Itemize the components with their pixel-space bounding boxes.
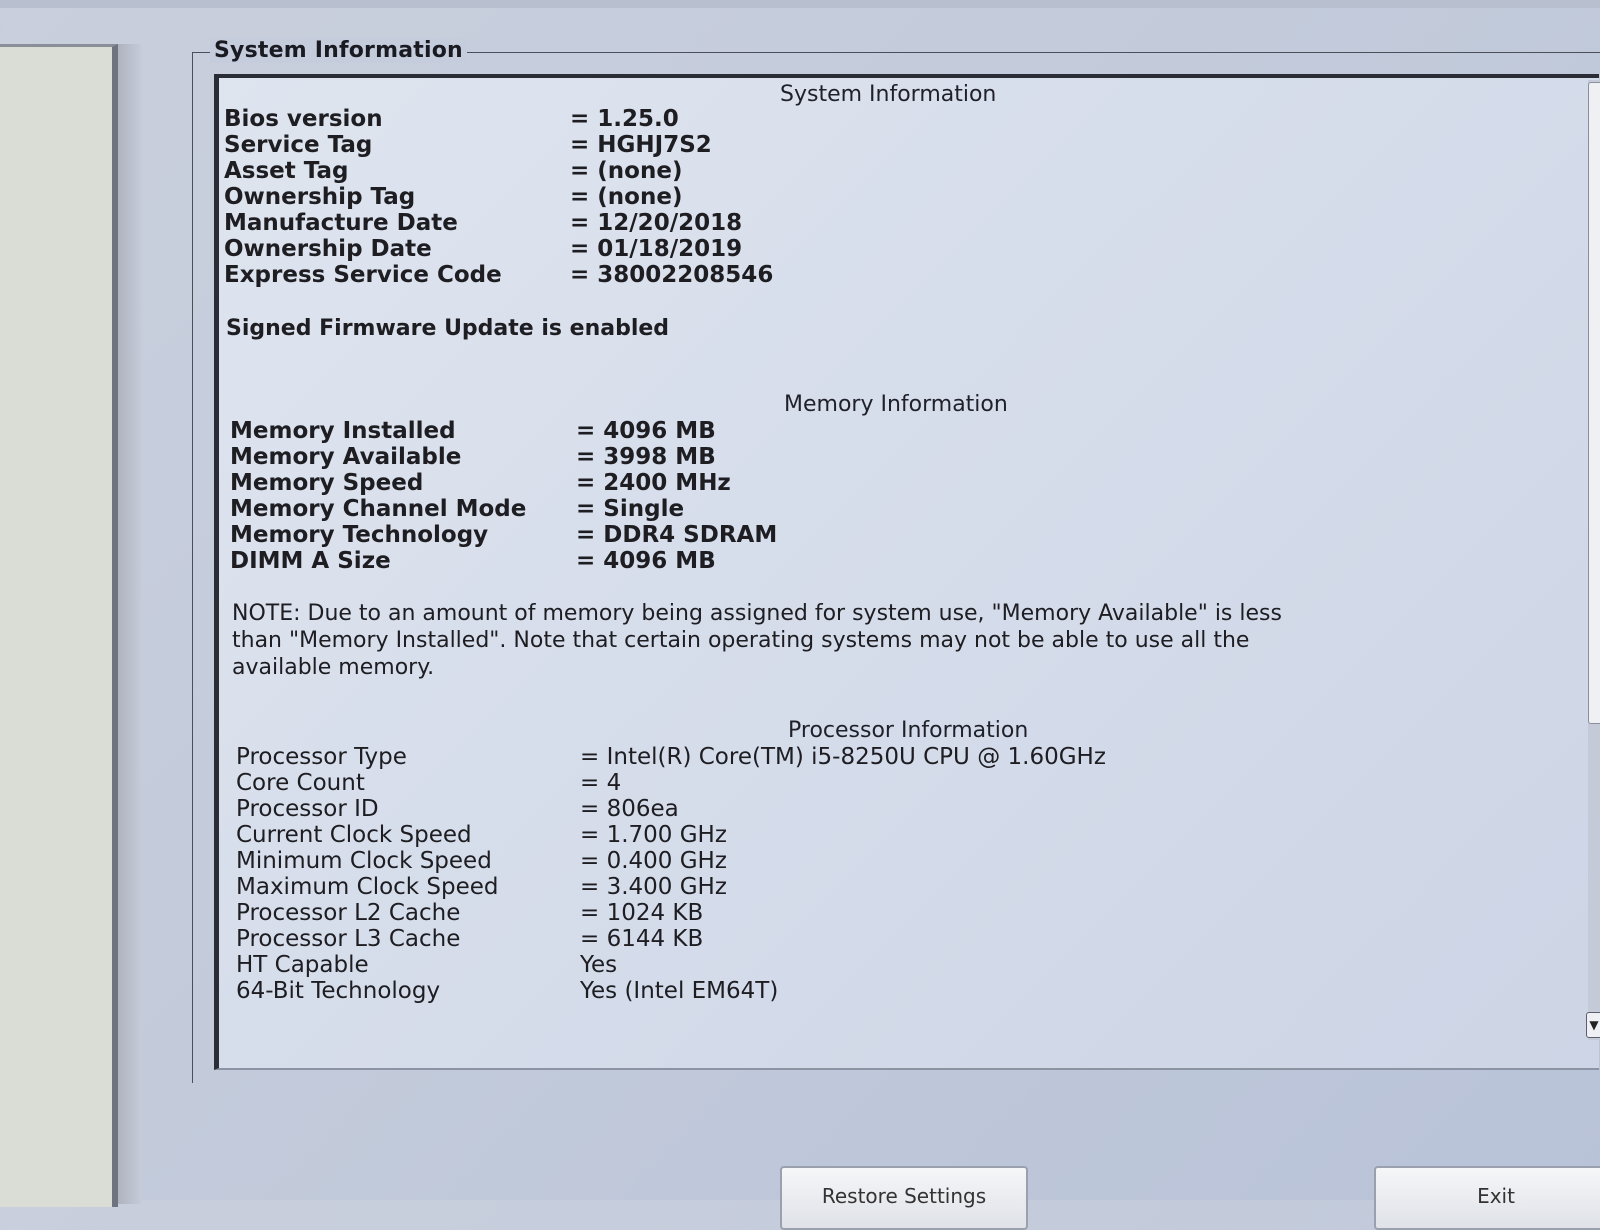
row-value: = 3998 MB [576,444,716,470]
row-label: Core Count [236,770,365,796]
row-label: Manufacture Date [224,210,458,236]
row-label: Processor L2 Cache [236,900,461,926]
memory-info-heading: Memory Information [784,392,1008,417]
row-label: Bios version [224,106,383,132]
row-label: Service Tag [224,132,373,158]
row-value: = 6144 KB [580,926,704,952]
row-value: = 3.400 GHz [580,874,727,900]
row-label: Current Clock Speed [236,822,472,848]
row-label: Processor L3 Cache [236,926,461,952]
row-value: = 01/18/2019 [570,236,743,262]
row-label: Memory Technology [230,522,489,548]
row-value: = HGHJ7S2 [570,132,712,158]
row-value: = 806ea [580,796,679,822]
row-value: = 0.400 GHz [580,848,727,874]
row-label: Ownership Date [224,236,432,262]
memory-note-line: than "Memory Installed". Note that certain operating systems may not be able to use all the [232,628,1250,653]
row-label: Processor ID [236,796,379,822]
restore-settings-button[interactable]: Restore Settings [780,1166,1028,1230]
row-value: = 1024 KB [580,900,704,926]
scrollbar-thumb[interactable] [1588,82,1600,724]
row-value: = DDR4 SDRAM [576,522,778,548]
row-label: Memory Speed [230,470,424,496]
row-label: Minimum Clock Speed [236,848,492,874]
row-value: = (none) [570,158,683,184]
row-value: = 4096 MB [576,418,716,444]
row-label: Express Service Code [224,262,502,288]
row-value: = 12/20/2018 [570,210,743,236]
row-value: = (none) [570,184,683,210]
left-pane-shadow [118,44,142,1204]
row-value: = 4096 MB [576,548,716,574]
row-value: = 1.700 GHz [580,822,727,848]
row-label: Maximum Clock Speed [236,874,499,900]
row-label: 64-Bit Technology [236,978,441,1004]
row-label: Memory Channel Mode [230,496,527,522]
top-strip [0,0,1600,8]
row-value: Yes [580,952,618,978]
row-value: = 2400 MHz [576,470,731,496]
row-label: DIMM A Size [230,548,391,574]
processor-info-heading: Processor Information [788,718,1029,743]
row-value: = Intel(R) Core(TM) i5-8250U CPU @ 1.60GHz [580,744,1106,770]
exit-button[interactable]: Exit [1374,1166,1600,1230]
row-label: HT Capable [236,952,369,978]
row-label: Ownership Tag [224,184,416,210]
memory-note-line: available memory. [232,655,435,680]
signed-firmware-status: Signed Firmware Update is enabled [226,316,670,341]
row-label: Memory Available [230,444,462,470]
row-value: = 4 [580,770,622,796]
row-value: = Single [576,496,685,522]
row-value: Yes (Intel EM64T) [580,978,779,1004]
scroll-down-arrow-icon[interactable]: ▼ [1586,1012,1600,1038]
row-value: = 38002208546 [570,262,774,288]
row-value: = 1.25.0 [570,106,679,132]
row-label: Memory Installed [230,418,456,444]
row-label: Processor Type [236,744,407,770]
system-info-heading: System Information [780,82,997,107]
memory-note [232,600,1412,681]
memory-note-line: NOTE: Due to an amount of memory being assigned for system use, "Memory Available" is less [232,601,1282,626]
row-label: Asset Tag [224,158,349,184]
left-navigation-pane[interactable] [0,44,118,1207]
group-title: System Information [210,38,467,63]
